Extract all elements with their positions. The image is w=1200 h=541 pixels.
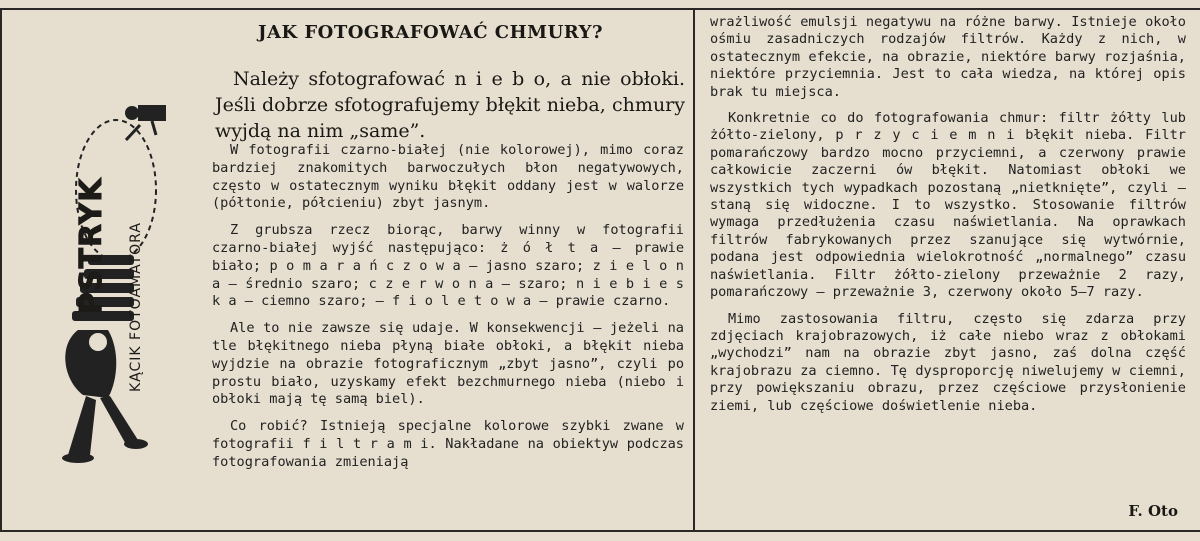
article-column-right — [710, 14, 1186, 424]
article-title: JAK FOTOGRAFOWAĆ CHMURY? — [258, 22, 604, 43]
pstryk-logo — [28, 80, 198, 480]
right-paragraph: wrażliwość emulsji negatywu na różne barwy. Istnieje około ośmiu zasadniczych rodzajów filtrów. Każdy z nich, w ostatecznym efekcie, na obrazie, niektóre barwy rozjaśnia, niektóre przyciemnia. Jest to cała wiedza, na której opis brak tu miejsca. — [710, 14, 1186, 100]
left-paragraph: Co robić? Istnieją specjalne kolorowe szybki zwane w fotografii f i l t r a m i. Nakładane na obiektyw podczas fotografowania zmieniają — [212, 418, 684, 470]
photographer-illustration-icon — [28, 80, 198, 480]
author-byline: F. Oto — [1128, 502, 1178, 520]
clipping-frame-top — [0, 8, 1200, 10]
right-paragraph: Konkretnie co do fotografowania chmur: filtr żółty lub żółto-zielony, p r z y c i e m n i błękit nieba. Filtr pomarańczowy bardzo mocno przyciemni, a czerwony prawie całkowicie zaczerni ów błękit. Natomiast obłoki we wszystkich tych wypadkach pozostaną „nietknięte”, czyli — staną się widoczne. I to wszystko. Stosowanie filtrów wymaga przedłużenia czasu naświetlania. Na oprawkach filtrów fabrykowanych przez szanujące się wytwórnie, podana jest odpowiednia wielokrotność „normalnego” czasu naświetlania. Filtr żółto-zielony przeważnie 2 razy, pomarańczowy — przeważnie 3, czerwony około 5—7 razy. — [710, 110, 1186, 301]
clipping-frame-bottom — [0, 530, 1200, 532]
article-lede — [215, 66, 685, 144]
logo-wordmark: PSTRYK — [74, 177, 109, 314]
logo-subtitle: KĄCIK FOTOAMATORA — [128, 222, 144, 392]
lede-paragraph: Należy sfotografować n i e b o, a nie obłoki. Jeśli dobrze sfotografujemy błękit nieba, chmury wyjdą na nim „same”. — [215, 68, 685, 142]
column-rule — [693, 8, 695, 532]
article-column-left — [212, 142, 684, 481]
right-paragraph: Mimo zastosowania filtru, często się zdarza przy zdjęciach krajobrazowych, iż całe niebo wraz z obłokami „wychodzi” nam na obrazie zbyt jasno, zaś dolna część krajobrazu za ciemno. Tę dysproporcję niwelujemy w ciemni, przy powiększaniu obrazu, przez częściowe przysłonienie ziemi, lub częściowe doświetlenie nieba. — [710, 310, 1186, 414]
left-paragraph: Z grubsza rzecz biorąc, barwy winny w fotografii czarno-białej wyjść następująco: ż ó ł t a — prawie biało; p o m a r a ń c z o w a — jasno szaro; z i e l o n a — średnio szaro; c z e r w o n a — szaro; n i e b i e s k a — ciemno szaro; — f i o l e t o w a — prawie czarno. — [212, 222, 684, 310]
clipping-frame-left — [0, 8, 2, 532]
left-paragraph: Ale to nie zawsze się udaje. W konsekwencji — jeżeli na tle błękitnego nieba płyną białe obłoki, a błękit nieba wyjdzie na obrazie fotograficznym „zbyt jasno”, czyli po prostu biało, uzyskamy efekt bezchmurnego nieba (niebo i obłoki mają tę samą biel). — [212, 320, 684, 408]
left-paragraph: W fotografii czarno-białej (nie kolorowej), mimo coraz bardziej znakomitych barwoczułych błon negatywowych, często w ostatecznym wyniku błękit oddany jest w walorze (półtonie, półcieniu) zbyt jasnym. — [212, 142, 684, 212]
